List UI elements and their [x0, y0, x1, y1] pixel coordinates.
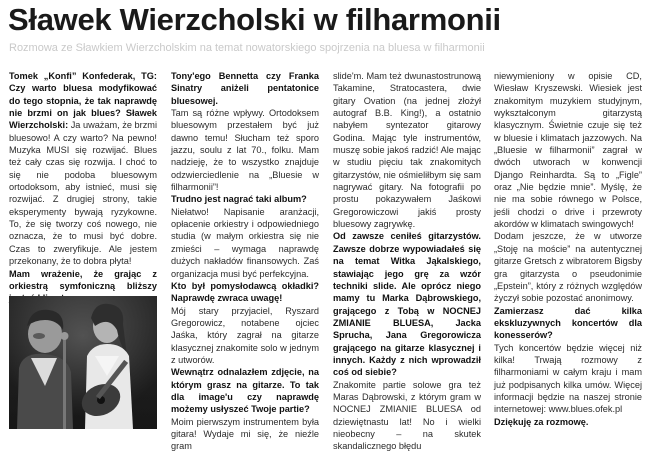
answer-6-continued-2: Dodam jeszcze, że w utworze „Stoję na moście” na autentycznej gitarze Gretsch z wibratorem Bigsby gra gitarzysta o pseudonimie „Epstein”, który z różnych względów życzył sobie pozostać anonimowy.	[494, 231, 642, 304]
article-lead: Rozmowa ze Sławkiem Wierzcholskim na temat nowatorskiego spojrzenia na bluesa w filharmonii	[9, 42, 485, 54]
article-title: Sławek Wierzcholski w filharmonii	[8, 2, 501, 37]
answer-2: Tam są różne wpływy. Ortodoksem bluesowym przestałem być już dawno temu! Słucham też sporo jazzu, soulu z lat 70., folku. Mam nadzieję, że to wszystko znajduje odzwierciedlenie na „Bluesie w filharmonii”!	[171, 108, 319, 193]
concert-photo	[9, 296, 157, 429]
question-2-continued: Tony'ego Bennetta czy Franka Sinatry aniżeli pentatonice bluesowej.	[171, 71, 319, 106]
closing-thanks: Dziękuję za rozmowę.	[494, 416, 589, 427]
question-3: Trudno jest nagrać taki album?	[171, 194, 307, 205]
question-2: Mam wrażenie, że grając z orkiestrą symfoniczną bliższy	[9, 268, 157, 291]
question-1: Tomek „Konfi” Konfederak, TG: Czy warto bluesa modyfikować do tego stopnia, że tak naprawdę nie brzmi on jak blues?	[9, 71, 157, 119]
answer-4: Mój stary przyjaciel, Ryszard Gregorowicz, notabene ojciec Jaśka, który zagrał na gitarze klasycznej znakomite solo w jednym z utworów.	[171, 305, 319, 365]
column-4	[494, 70, 642, 428]
question-4: Kto był pomysłodawcą okładki? Naprawdę zwraca uwagę!	[171, 280, 319, 304]
question-5: Wewnątrz odnalazłem zdjęcie, na którym grasz na gitarze. To tak dla image'u czy naprawdę możemy usłyszeć Twoje partie?	[171, 367, 319, 415]
answer-5: Moim pierwszym instrumentem była gitara! Wydaje mi się, że nieźle gram	[171, 416, 319, 452]
guitarists-photo-image	[9, 296, 157, 429]
column-2	[171, 70, 319, 453]
column-3	[333, 70, 481, 453]
answer-1: Ja uważam, że brzmi bluesowo! A czy warto? Na pewno! Muzyka MUSI się rozwijać. Blues też cały czas się rozwija. I choć to się nie podoba bluesowym ortodoksom, aby istnieć, musi się rozwijać. Z drugiej strony, takie eksperymenty bywają ryzykowne. To, że się tworzy coś nowego, nie oznacza, że to musi być dobre. Czas to zweryfikuje. Ale jestem przekonany, że to dobra płyta!	[9, 120, 157, 267]
answer-6: Znakomite partie solowe gra też Maras Dąbrowski, z którym gram w NOCNEJ ZMIANIE BLUESA od dziewiętnastu lat! No i wielki nieobecny – na skutek skandalicznego błędu	[333, 379, 481, 452]
column-1	[9, 70, 157, 305]
answer-6-continued: niewymieniony w opisie CD, Wiesław Kryszewski. Wiesiek jest znakomitym muzykiem studyjnym, wykształconym gitarzystą klasycznym. Świetnie czuje się też w bluesie i klimatach jazzowych. Na „Bluesie w filharmonii” zagrał w dwóch utworach w konwencji Django Reinhardta. Są to „Figle” oraz „Nie będzie mnie”. Myślę, że nie ma sobie równego w Polsce, jeśli chodzi o drive i przewroty akordów w klimatach swingowych!	[494, 71, 642, 230]
question-6: Od zawsze ceniłeś gitarzystów. Zawsze dobrze wypowiadałeś się na temat Witka Jąkalskiego, stawiając jego grę za wzór techniki slide. Ale oprócz niego mamy tu Marka Dąbrowskiego, grającego z Tobą w NOCNEJ ZMIANIE BLUESA, Jacka Sprucha, Jana Gregorowicza grającego na gitarze klasycznej i innych. Każdy z nich wprowadził coś od siebie?	[333, 231, 481, 378]
answer-3: Niełatwo! Napisanie aranżacji, opłacenie orkiestry i odpowiedniego studia (w małym orkiestra się nie zmieści – wymaga naprawdę dużych nakładów finansowych. Zaś organizacja musi być perfekcyjna.	[171, 206, 319, 279]
speaker-label: Sławek Wierzcholski:	[9, 108, 157, 131]
answer-5-continued: slide'm. Mam też dwunastostrunową Takamine, Stratocastera, dwie gitary Ovation (na jednej złożył autograf B.B. King!), a ostatnio nabyłem syntezator gitarowy Godina. Mając tyle instrumentów, muszę sobie jakoś radzić! Ale mając w studiu pięciu tak znakomitych gitarzystów, nie ośmieliłbym się sam nagrywać gitary. Na fotografii po prostu pokazywałem Jaśkowi Gregorowiczowi jakiś prosty bluesowy zagrywkę.	[333, 71, 481, 230]
answer-7: Tych koncertów będzie więcej niż kilka! Trwają rozmowy z filharmoniami w całym kraju i mam już podpisanych kilka umów. Więcej informacji będzie na naszej stronie internetowej: www.blues.ofek.pl	[494, 342, 642, 415]
question-7: Zamierzasz dać kilka ekskluzywnych koncertów dla konesserów?	[494, 305, 642, 341]
